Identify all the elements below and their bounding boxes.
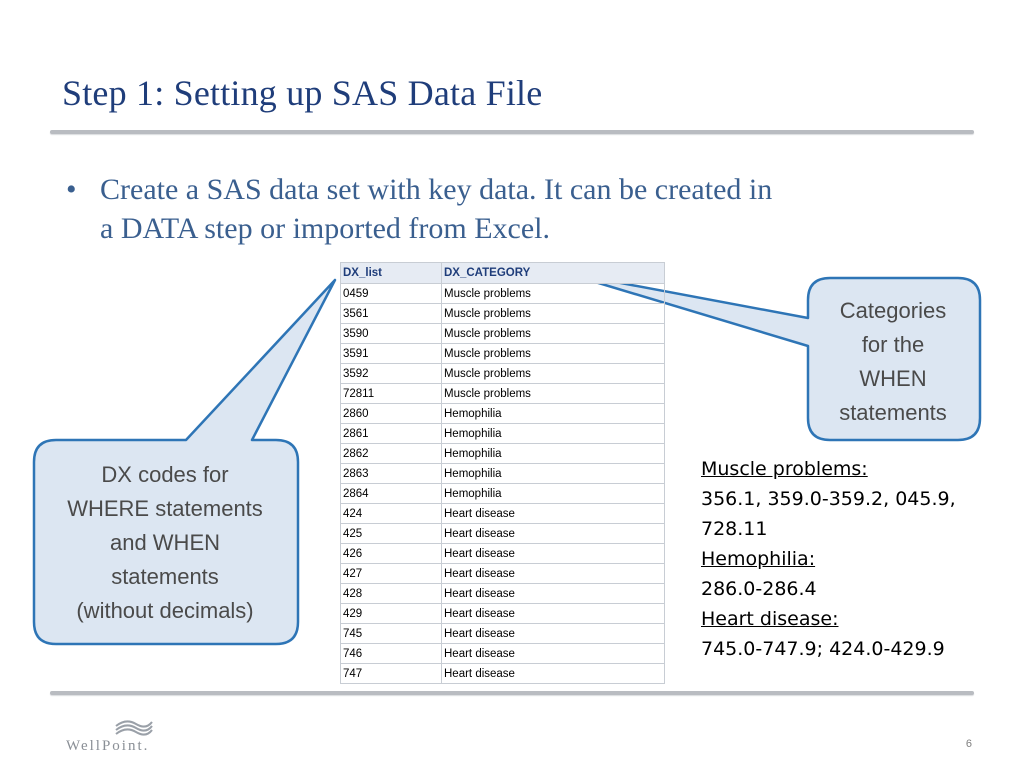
cell-dx-category: Muscle problems (442, 324, 665, 344)
cell-dx-list: 426 (341, 544, 442, 564)
table-row (341, 564, 665, 584)
table-row (341, 484, 665, 504)
cell-dx-list: 747 (341, 664, 442, 684)
wellpoint-logo (66, 716, 206, 756)
table-row (341, 644, 665, 664)
cell-dx-list: 2864 (341, 484, 442, 504)
callout-categories-line: for the (861, 332, 925, 357)
dx-table (340, 262, 665, 684)
table-row (341, 544, 665, 564)
hemophilia-codes: 286.0-286.4 (701, 578, 817, 600)
callout-categories-line: WHEN (859, 366, 927, 391)
heart-disease-codes: 745.0-747.9; 424.0-429.9 (701, 638, 945, 660)
wellpoint-wave-icon (114, 716, 154, 738)
table-row (341, 524, 665, 544)
cell-dx-list: 745 (341, 624, 442, 644)
table-header-row (341, 263, 665, 284)
cell-dx-category: Heart disease (442, 564, 665, 584)
cell-dx-category: Muscle problems (442, 384, 665, 404)
callout-categories-line: statements (839, 400, 947, 425)
cell-dx-list: 3561 (341, 304, 442, 324)
bullet-marker: • (66, 173, 77, 206)
cell-dx-category: Muscle problems (442, 304, 665, 324)
cell-dx-category: Muscle problems (442, 364, 665, 384)
cell-dx-list: 3592 (341, 364, 442, 384)
cell-dx-list: 3590 (341, 324, 442, 344)
cell-dx-list: 0459 (341, 284, 442, 304)
cell-dx-list: 746 (341, 644, 442, 664)
muscle-problems-codes-line-2: 728.11 (701, 518, 768, 540)
cell-dx-list: 2860 (341, 404, 442, 424)
cell-dx-category: Heart disease (442, 584, 665, 604)
table-row (341, 324, 665, 344)
slide-title: Step 1: Setting up SAS Data File (62, 73, 543, 113)
cell-dx-category: Heart disease (442, 544, 665, 564)
header-dx-list: DX_list (341, 263, 442, 284)
header-dx-category: DX_CATEGORY (442, 263, 665, 284)
table-row (341, 624, 665, 644)
callout-dx-codes-line: WHERE statements (67, 496, 263, 521)
table-row (341, 464, 665, 484)
cell-dx-category: Muscle problems (442, 344, 665, 364)
table-row (341, 344, 665, 364)
callout-dx-codes-line: and WHEN (109, 530, 221, 555)
cell-dx-list: 429 (341, 604, 442, 624)
cell-dx-list: 3591 (341, 344, 442, 364)
table-row (341, 364, 665, 384)
callout-categories (808, 294, 978, 430)
cell-dx-category: Hemophilia (442, 484, 665, 504)
table-row (341, 504, 665, 524)
cell-dx-category: Muscle problems (442, 284, 665, 304)
cell-dx-category: Heart disease (442, 504, 665, 524)
table-row (341, 424, 665, 444)
callout-categories-line: Categories (839, 298, 947, 323)
cell-dx-list: 427 (341, 564, 442, 584)
cell-dx-category: Heart disease (442, 624, 665, 644)
page-number: 6 (965, 738, 972, 750)
cell-dx-category: Heart disease (442, 644, 665, 664)
bullet-text-line-2: a DATA step or imported from Excel. (100, 212, 550, 245)
dx-table-container (340, 262, 665, 684)
table-row (341, 384, 665, 404)
heart-disease-label: Heart disease: (701, 608, 839, 630)
bottom-divider (50, 691, 974, 695)
cell-dx-list: 2862 (341, 444, 442, 464)
cell-dx-list: 2861 (341, 424, 442, 444)
cell-dx-list: 2863 (341, 464, 442, 484)
cell-dx-list: 424 (341, 504, 442, 524)
table-row (341, 604, 665, 624)
cell-dx-category: Hemophilia (442, 424, 665, 444)
muscle-problems-label: Muscle problems: (701, 458, 868, 480)
table-row (341, 584, 665, 604)
muscle-problems-codes-line-1: 356.1, 359.0-359.2, 045.9, (701, 488, 956, 510)
cell-dx-category: Heart disease (442, 524, 665, 544)
table-row (341, 404, 665, 424)
cell-dx-list: 72811 (341, 384, 442, 404)
table-row (341, 284, 665, 304)
callout-dx-codes-line: (without decimals) (76, 598, 254, 623)
table-row (341, 444, 665, 464)
hemophilia-label: Hemophilia: (701, 548, 816, 570)
icd-code-notes (701, 454, 1001, 664)
cell-dx-category: Hemophilia (442, 404, 665, 424)
table-row (341, 664, 665, 684)
table-row (341, 304, 665, 324)
bullet-text-line-1: Create a SAS data set with key data. It can be created in (100, 173, 773, 206)
cell-dx-category: Heart disease (442, 604, 665, 624)
cell-dx-category: Hemophilia (442, 464, 665, 484)
cell-dx-category: Heart disease (442, 664, 665, 684)
cell-dx-list: 428 (341, 584, 442, 604)
callout-dx-codes (34, 458, 296, 628)
callout-dx-codes-line: statements (111, 564, 219, 589)
cell-dx-list: 425 (341, 524, 442, 544)
wellpoint-logo-text: WellPoint. (66, 738, 150, 754)
cell-dx-category: Hemophilia (442, 444, 665, 464)
callout-dx-codes-line: DX codes for (101, 462, 229, 487)
